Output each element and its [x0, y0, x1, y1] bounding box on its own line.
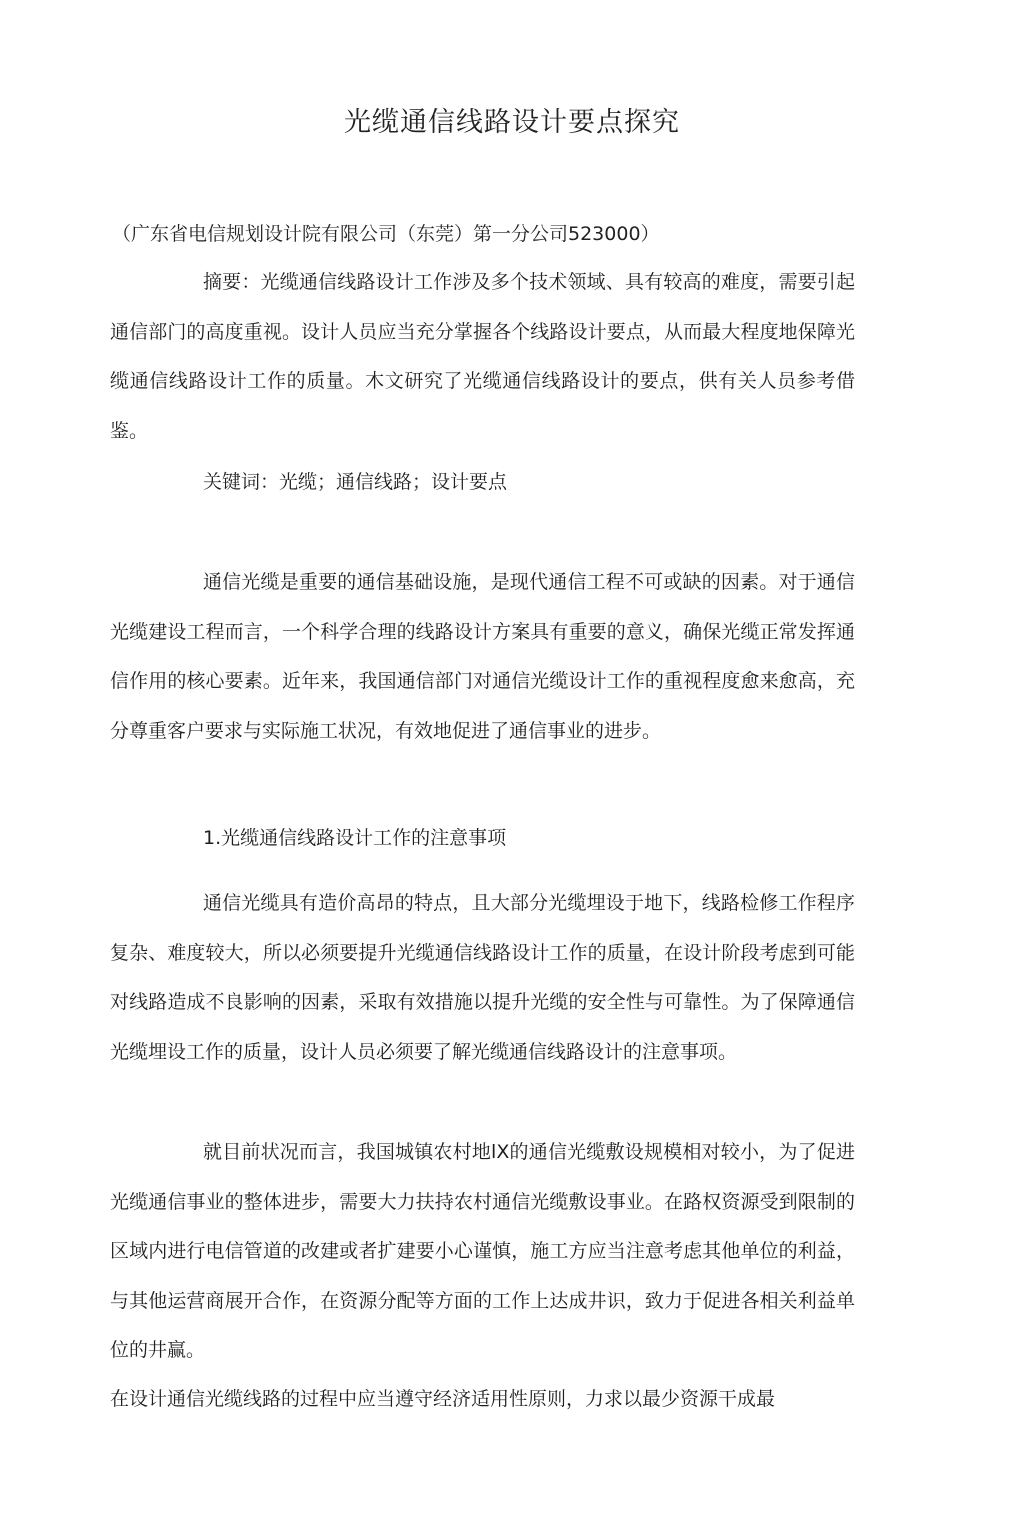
- body-paragraph: 就目前状况而言，我国城镇农村地lX的通信光缆敷设规模相对较小，为了促进光缆通信事业的整体进步，需要大力扶持农村通信光缆敷设事业。在路权资源受到限制的区域内进行电信管道的改建或者扩建要小心谨慎，施工方应当注意考虑其他单位的利益，与其他运营商展开合作，在资源分配等方面的工作上达成井识，致力于促进各相关利益单位的井赢。: [110, 1141, 855, 1361]
- section-heading: 1.光缆通信线路设计工作的注意事项: [203, 827, 507, 849]
- body-paragraph: 在设计通信光缆线路的过程中应当遵守经济适用性原则，力求以最少资源干成最: [110, 1388, 776, 1410]
- author-affiliation: （广东省电信规划设计院有限公司（东莞）第一分公司523000）: [112, 223, 660, 245]
- abstract-paragraph: 摘要：光缆通信线路设计工作涉及多个技术领域、具有较高的难度，需要引起通信部门的高度重视。设计人员应当充分掌握各个线路设计要点，从而最大程度地保障光缆通信线路设计工作的质量。木文研究了光缆通信线路设计的要点，供有关人员参考借鉴。: [110, 271, 855, 442]
- keywords-line: 关键词：光缆；通信线路；设计要点: [203, 471, 508, 493]
- document-title: 光缆通信线路设计要点探究: [344, 107, 680, 138]
- body-paragraph: 通信光缆具有造价高昂的特点，且大部分光缆埋设于地下，线路检修工作程序复杂、难度较大，所以必须要提升光缆通信线路设计工作的质量，在设计阶段考虑到可能对线路造成不良影响的因素，采取有效措施以提升光缆的安全性与可靠性。为了保障通信光缆埋设工作的质量，设计人员必须要了解光缆通信线路设计的注意事项。: [110, 892, 855, 1063]
- intro-paragraph: 通信光缆是重要的通信基础设施，是现代通信工程不可或缺的因素。对于通信光缆建设工程而言，一个科学合理的线路设计方案具有重要的意义，确保光缆正常发挥通信作用的核心要素。近年来，我国通信部门对通信光缆设计工作的重视程度愈来愈高，充分尊重客户要求与实际施工状况，有效地促进了通信事业的进步。: [110, 571, 855, 742]
